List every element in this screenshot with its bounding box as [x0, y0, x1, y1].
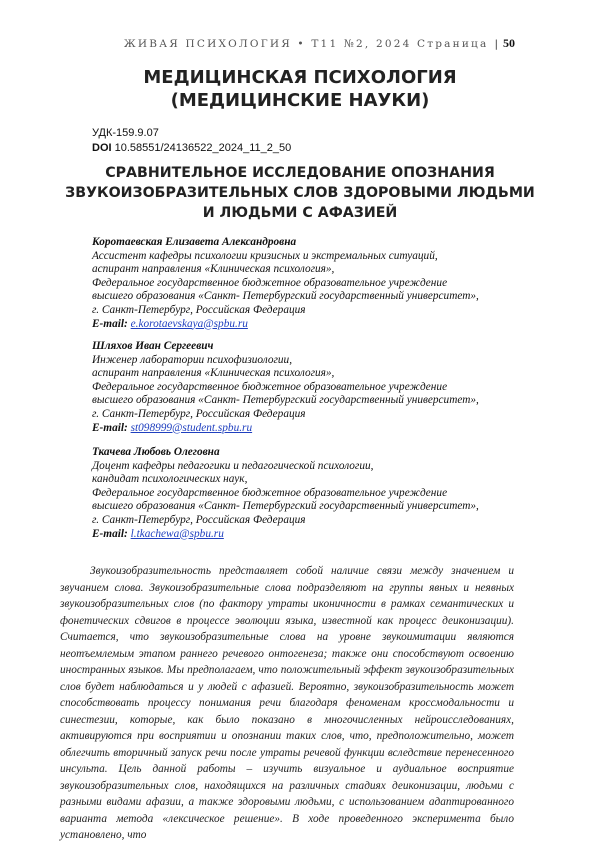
author-name: Ткачева Любовь Олеговна	[92, 446, 220, 458]
affiliation-line: аспирант направления «Клиническая психология»,	[92, 367, 335, 380]
running-header	[0, 36, 515, 51]
affiliation-line: г. Санкт-Петербург, Российская Федерация	[92, 513, 306, 526]
affiliation-line: кандидат психологических наук,	[92, 473, 248, 486]
affiliation-line: высшего образования «Санкт- Петербургский государственный университет»,	[92, 290, 479, 303]
email-link[interactable]: l.tkachewa@spbu.ru	[130, 527, 224, 540]
article-title-line: СРАВНИТЕЛЬНОЕ ИССЛЕДОВАНИЕ ОПОЗНАНИЯ	[105, 165, 495, 181]
email-label: E-mail:	[92, 317, 128, 330]
affiliation-line: Инженер лаборатории психофизиологии,	[92, 353, 293, 366]
affiliation-line: Ассистент кафедры психологии кризисных и экстремальных ситуаций,	[92, 249, 438, 262]
affiliation-line: аспирант направления «Клиническая психология»,	[92, 263, 335, 276]
affiliation-line: Федеральное государственное бюджетное образовательное учреждение	[92, 276, 448, 289]
udk-code: УДК-159.9.07	[92, 127, 159, 139]
email-link[interactable]: st098999@student.spbu.ru	[130, 421, 253, 434]
affiliation-line: высшего образования «Санкт- Петербургский государственный университет»,	[92, 500, 479, 513]
page-number: 50	[503, 36, 515, 50]
affiliation-line: г. Санкт-Петербург, Российская Федерация	[92, 303, 306, 316]
author-block	[92, 340, 532, 435]
section-title	[60, 66, 540, 112]
doi-value: 10.58551/24136522_2024_11_2_50	[114, 142, 292, 154]
email-label: E-mail:	[92, 527, 128, 540]
affiliation-line: Федеральное государственное бюджетное образовательное учреждение	[92, 380, 448, 393]
article-meta	[92, 126, 291, 156]
email-line	[92, 422, 532, 436]
header-separator: |	[494, 38, 498, 50]
email-link[interactable]: e.korotaevskaya@spbu.ru	[130, 317, 248, 330]
author-block	[92, 236, 532, 331]
email-label: E-mail:	[92, 421, 128, 434]
author-name: Коротаевская Елизавета Александровна	[92, 236, 297, 248]
affiliation-line: Федеральное государственное бюджетное образовательное учреждение	[92, 486, 448, 499]
affiliation-line: высшего образования «Санкт- Петербургский государственный университет»,	[92, 394, 479, 407]
doi-line	[92, 141, 291, 156]
email-line	[92, 528, 532, 542]
section-title-line: (МЕДИЦИНСКИЕ НАУКИ)	[170, 90, 430, 111]
affiliation-line: Доцент кафедры педагогики и педагогической психологии,	[92, 459, 374, 472]
author-name: Шляхов Иван Сергеевич	[92, 340, 214, 352]
author-block	[92, 446, 532, 541]
email-line	[92, 318, 532, 332]
doi-label: DOI	[92, 142, 112, 154]
section-title-line: МЕДИЦИНСКАЯ ПСИХОЛОГИЯ	[143, 67, 457, 88]
abstract-paragraph: Звукоизобразительность представляет собой наличие связи между значением и звучанием слова. Звукоизобразительные слова подразделяют на группы явных и неявных звукоизобразительных слов (по фактору утраты иконичности в рамках семантических и фонетических сдвигов в процессе эволюции языка, известной как процесс деиконизации). Считается, что звукоизобразительные слова на уровне звукоимитации являются неотъемлемым этапом раннего речевого онтогенеза; также они способствуют освоению иностранных языков. Мы предполагаем, что положительный эффект звукоизобразительных слов будет наблюдаться и у людей с афазией. Вероятно, звукоизобразительность может способствовать процессу понимания речи благодаря феноменам кроссмодальности и синестезии, которые, как было показано в многочисленных нейроисследованиях, активируются при восприятии и опознании таких слов, что, предположительно, может облегчить вторичный запуск речи после утраты речевой функции вследствие перенесенного инсульта. Цель данной работы – изучить визуальное и аудиальное восприятие звукоизобразительных слов, находящихся на различных стадиях деиконизации, людьми с разными видами афазии, а также здоровыми людьми, с использованием адаптированного варианта метода «лексическое решение». В ходе проведенного эксперимента было установлено, что	[60, 565, 514, 842]
article-title	[40, 163, 560, 223]
article-title-line: И ЛЮДЬМИ С АФАЗИЕЙ	[202, 205, 398, 221]
affiliation-line: г. Санкт-Петербург, Российская Федерация	[92, 407, 306, 420]
article-title-line: ЗВУКОИЗОБРАЗИТЕЛЬНЫХ СЛОВ ЗДОРОВЫМИ ЛЮДЬМИ	[65, 185, 535, 201]
journal-header: ЖИВАЯ ПСИХОЛОГИЯ • Т11 №2, 2024 Страница	[123, 38, 489, 50]
